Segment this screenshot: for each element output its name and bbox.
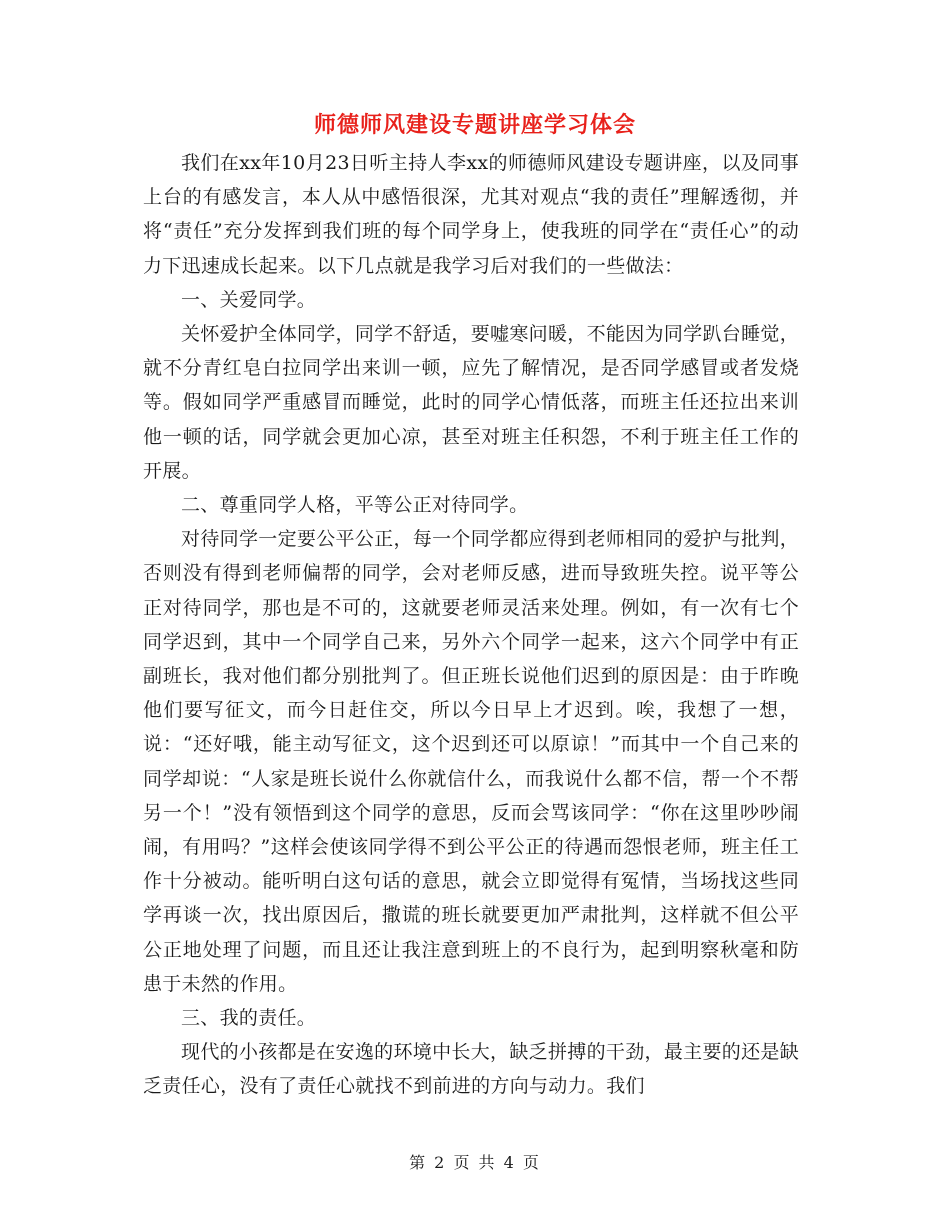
page-footer: 第 2 页 共 4 页 <box>409 1153 541 1172</box>
document-body <box>143 146 799 1104</box>
section-heading: 一、关爱同学。 <box>181 288 317 311</box>
section-heading: 三、我的责任。 <box>181 1007 317 1030</box>
document-title: 师德师风建设专题讲座学习体会 <box>313 113 636 138</box>
paragraph: 现代的小孩都是在安逸的环境中长大，缺乏拼搏的干劲，最主要的还是缺乏责任心，没有了责任心就找不到前进的方向与动力。我们 <box>143 1041 799 1098</box>
section-heading: 二、尊重同学人格，平等公正对待同学。 <box>181 494 529 517</box>
paragraph: 我们在xx年10月23日听主持人李xx的师德师风建设专题讲座，以及同事上台的有感发言，本人从中感悟很深，尤其对观点“我的责任”理解透彻，并将“责任”充分发挥到我们班的每个同学身上，使我班的同学在“责任心”的动力下迅速成长起来。以下几点就是我学习后对我们的一些做法： <box>143 152 799 277</box>
paragraph: 对待同学一定要公平公正，每一个同学都应得到老师相同的爱护与批判，否则没有得到老师偏帮的同学，会对老师反感，进而导致班失控。说平等公正对待同学，那也是不可的，这就要老师灵活来处理。例如，有一次有七个同学迟到，其中一个同学自己来，另外六个同学一起来，这六个同学中有正副班长，我对他们都分别批判了。但正班长说他们迟到的原因是：由于昨晚他们要写征文，而今日赶住交，所以今日早上才迟到。唉，我想了一想，说：“还好哦，能主动写征文，这个迟到还可以原谅！”而其中一个自己来的同学却说：“人家是班长说什么你就信什么，而我说什么都不信，帮一个不帮另一个！”没有领悟到这个同学的意思，反而会骂该同学：“你在这里吵吵闹闹，有用吗？”这样会使该同学得不到公平公正的待遇而怨恨老师，班主任工作十分被动。能听明白这句话的意思，就会立即觉得有冤情，当场找这些同学再谈一次，找出原因后，撒谎的班长就要更加严肃批判，这样就不但公平公正地处理了问题，而且还让我注意到班上的不良行为，起到明察秋毫和防患于未然的作用。 <box>143 528 799 995</box>
paragraph: 关怀爱护全体同学，同学不舒适，要嘘寒问暖，不能因为同学趴台睡觉，就不分青红皂白拉同学出来训一顿，应先了解情况，是否同学感冒或者发烧等。假如同学严重感冒而睡觉，此时的同学心情低落，而班主任还拉出来训他一顿的话，同学就会更加心凉，甚至对班主任积怨，不利于班主任工作的开展。 <box>143 323 799 482</box>
